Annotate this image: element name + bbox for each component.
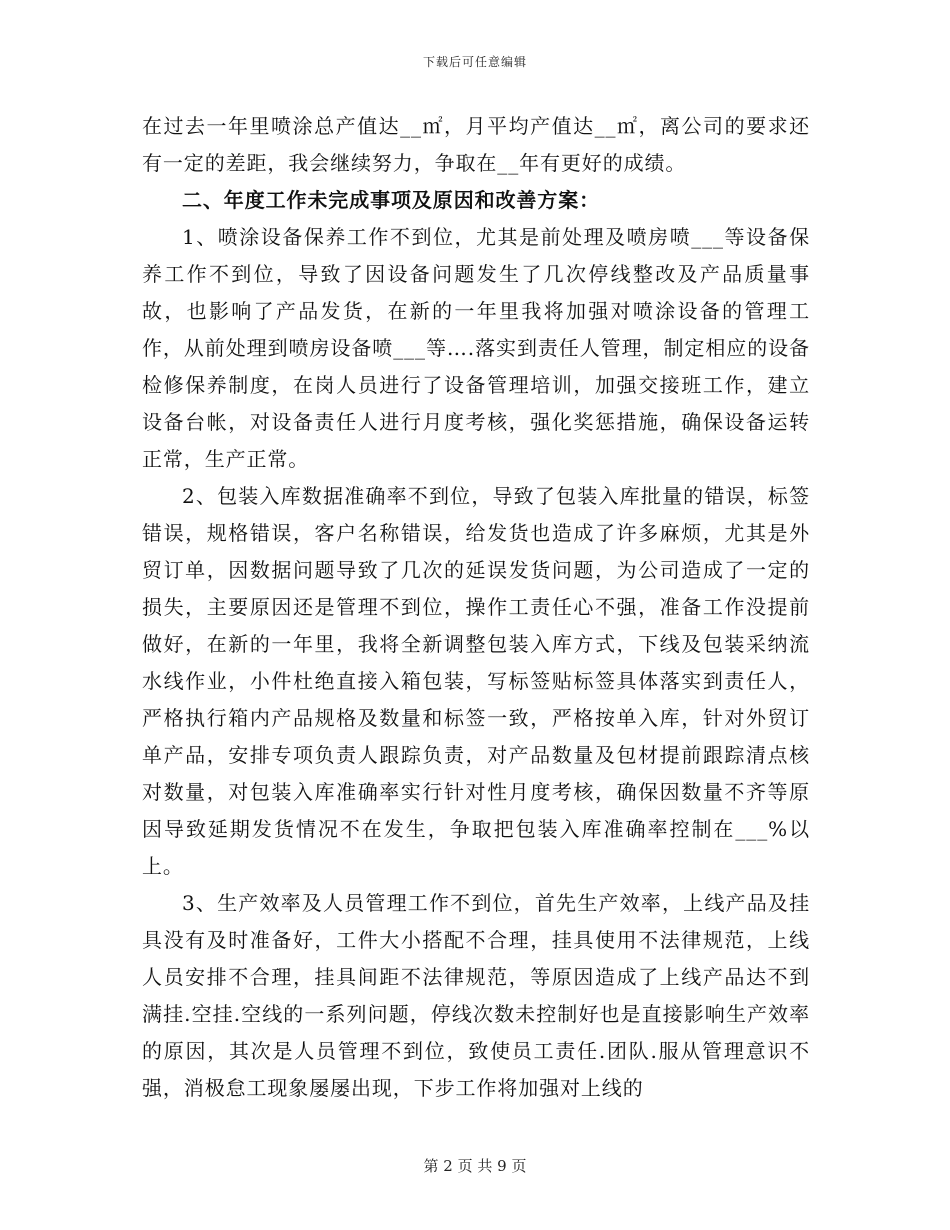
- paragraph-packaging-accuracy: 2、包装入库数据准确率不到位，导致了包装入库批量的错误，标签错误，规格错误，客户名称错误，给发货也造成了许多麻烦，尤其是外贸订单，因数据问题导致了几次的延误发货问题，为公司造成了一定的损失，主要原因还是管理不到位，操作工责任心不强，准备工作没提前做好，在新的一年里，我将全新调整包装入库方式，下线及包装采纳流水线作业，小件杜绝直接入箱包装，写标签贴标签具体落实到责任人，严格执行箱内产品规格及数量和标签一致，严格按单入库，针对外贸订单产品，安排专项负责人跟踪负责，对产品数量及包材提前跟踪清点核对数量，对包装入库准确率实行针对性月度考核，确保因数量不齐等原因导致延期发货情况不在发生，争取把包装入库准确率控制在___%以上。: [142, 484, 810, 878]
- paragraph-efficiency-management: 3、生产效率及人员管理工作不到位，首先生产效率，上线产品及挂具没有及时准备好，工件大小搭配不合理，挂具使用不法律规范，上线人员安排不合理，挂具间距不法律规范，等原因造成了上线产品达不到满挂.空挂.空线的一系列问题，停线次数未控制好也是直接影响生产效率的原因，其次是人员管理不到位，致使员工责任.团队.服从管理意识不强，消极怠工现象屡屡出现，下步工作将加强对上线的: [142, 891, 810, 1100]
- paragraph-output-summary: 在过去一年里喷涂总产值达__㎡，月平均产值达__㎡，离公司的要求还有一定的差距，我会继续努力，争取在__年有更好的成绩。: [142, 114, 810, 175]
- document-body: [142, 108, 810, 1107]
- section-heading-unfinished-items: 二、年度工作未完成事项及原因和改善方案：: [182, 188, 600, 212]
- page-number: 第 2 页 共 9 页: [423, 1157, 527, 1175]
- paragraph-equipment-maintenance: 1、喷涂设备保养工作不到位，尤其是前处理及喷房喷___等设备保养工作不到位，导致了因设备问题发生了几次停线整改及产品质量事故，也影响了产品发货，在新的一年里我将加强对喷涂设备的管理工作，从前处理到喷房设备喷___等….落实到责任人管理，制定相应的设备检修保养制度，在岗人员进行了设备管理培训，加强交接班工作，建立设备台帐，对设备责任人进行月度考核，强化奖惩措施，确保设备运转正常，生产正常。: [142, 225, 810, 471]
- page-header-note: 下载后可任意编辑: [422, 55, 527, 69]
